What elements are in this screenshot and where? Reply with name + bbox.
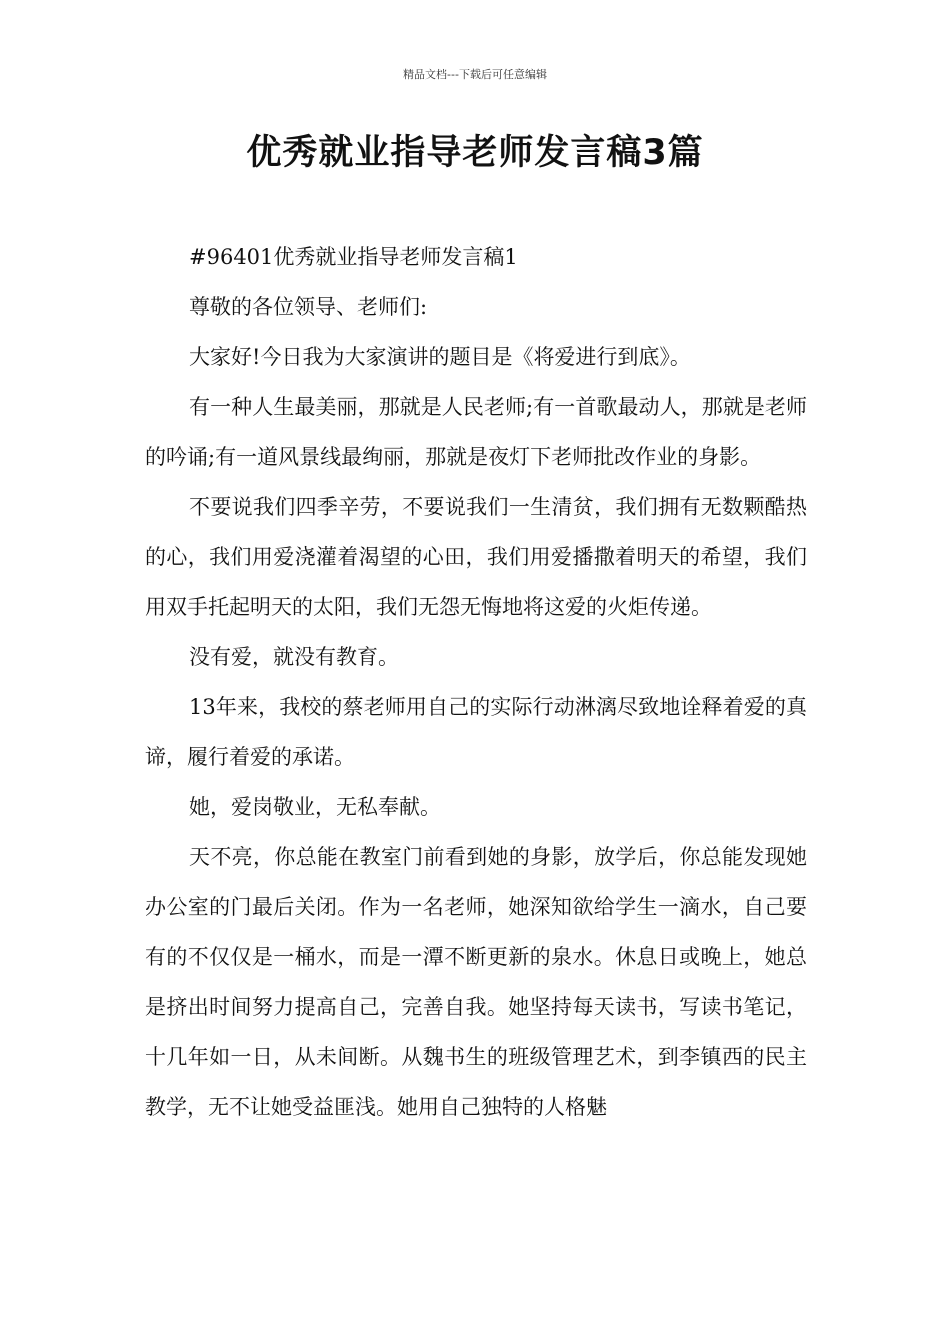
paragraph-7: 13年来，我校的蔡老师用自己的实际行动淋漓尽致地诠释着爱的真谛，履行着爱的承诺。 — [145, 695, 807, 769]
paragraph-9: 天不亮，你总能在教室门前看到她的身影，放学后，你总能发现她办公室的门最后关闭。作为一名老师，她深知欲给学生一滴水，自己要有的不仅仅是一桶水，而是一潭不断更新的泉水。休息日或晚上，她总是挤出时间努力提高自己，完善自我。她坚持每天读书，写读书笔记，十几年如一日，从未间断。从魏书生的班级管理艺术，到李镇西的民主教学，无不让她受益匪浅。她用自己独特的人格魅 — [145, 845, 807, 1119]
paragraph-5: 不要说我们四季辛劳，不要说我们一生清贫，我们拥有无数颗酷热的心，我们用爱浇灌着渴望的心田，我们用爱播撒着明天的希望，我们用双手托起明天的太阳，我们无怨无悔地将这爱的火炬传递。 — [145, 495, 807, 619]
document-title: 优秀就业指导老师发言稿3篇 — [246, 133, 704, 173]
paragraph-1: #96401优秀就业指导老师发言稿1 — [189, 245, 518, 269]
paragraph-4: 有一种人生最美丽，那就是人民老师;有一首歌最动人，那就是老师的吟诵;有一道风景线最绚丽，那就是夜灯下老师批改作业的身影。 — [145, 395, 807, 469]
document-body — [145, 232, 807, 1132]
paragraph-3: 大家好!今日我为大家演讲的题目是《将爱进行到底》。 — [189, 345, 691, 369]
paragraph-2: 尊敬的各位领导、老师们: — [189, 295, 428, 319]
paragraph-6: 没有爱，就没有教育。 — [189, 645, 399, 669]
header-note: 精品文档---下载后可任意编辑 — [403, 68, 547, 81]
paragraph-8: 她，爱岗敬业，无私奉献。 — [189, 795, 441, 819]
